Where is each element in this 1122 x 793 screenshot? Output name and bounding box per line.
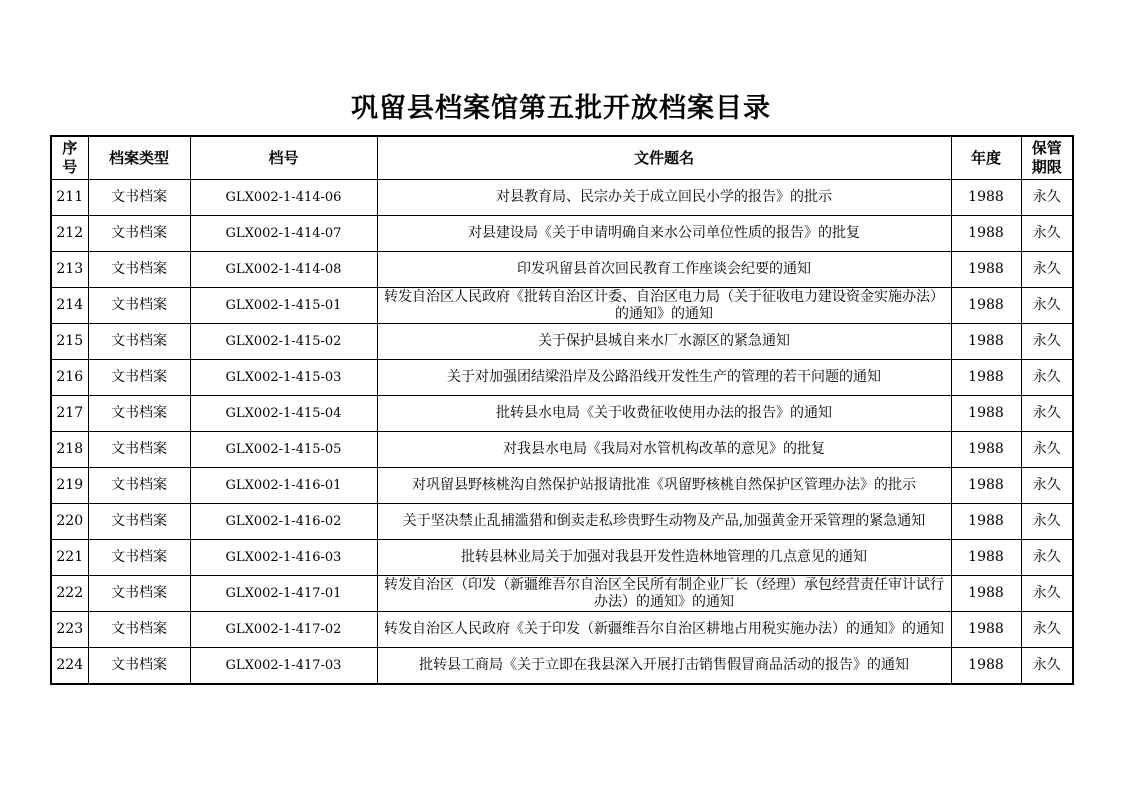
cell-title: 批转县水电局《关于收费征收使用办法的报告》的通知 [377,396,951,432]
header-retention [1021,136,1073,180]
cell-type: 文书档案 [88,540,190,576]
header-year: 年度 [951,136,1021,180]
table-row [51,576,1073,612]
cell-retention: 永久 [1021,468,1073,504]
cell-seq: 216 [51,360,88,396]
cell-seq: 220 [51,504,88,540]
cell-type: 文书档案 [88,648,190,685]
cell-year: 1988 [951,324,1021,360]
cell-title: 转发自治区（印发（新疆维吾尔自治区全民所有制企业厂长（经理）承包经营责任审计试行办法）的通知》的通知 [377,576,951,612]
table-row [51,648,1073,685]
cell-title: 对县教育局、民宗办关于成立回民小学的报告》的批示 [377,180,951,216]
cell-retention: 永久 [1021,396,1073,432]
cell-retention: 永久 [1021,540,1073,576]
table-row [51,396,1073,432]
cell-seq: 219 [51,468,88,504]
cell-title: 批转县林业局关于加强对我县开发性造林地管理的几点意见的通知 [377,540,951,576]
cell-type: 文书档案 [88,216,190,252]
cell-year: 1988 [951,396,1021,432]
cell-seq: 221 [51,540,88,576]
cell-type: 文书档案 [88,288,190,324]
cell-year: 1988 [951,468,1021,504]
cell-retention: 永久 [1021,504,1073,540]
cell-code: GLX002-1-416-01 [190,468,377,504]
cell-type: 文书档案 [88,396,190,432]
cell-seq: 217 [51,396,88,432]
cell-seq: 212 [51,216,88,252]
cell-code: GLX002-1-415-01 [190,288,377,324]
table-row [51,216,1073,252]
header-seq: 序号 [51,136,88,180]
cell-year: 1988 [951,288,1021,324]
cell-year: 1988 [951,504,1021,540]
table-row [51,468,1073,504]
cell-seq: 223 [51,612,88,648]
table-row [51,540,1073,576]
cell-code: GLX002-1-415-02 [190,324,377,360]
header-type: 档案类型 [88,136,190,180]
cell-retention: 永久 [1021,324,1073,360]
cell-type: 文书档案 [88,252,190,288]
cell-type: 文书档案 [88,504,190,540]
cell-retention: 永久 [1021,612,1073,648]
cell-code: GLX002-1-414-08 [190,252,377,288]
cell-retention: 永久 [1021,576,1073,612]
table-row [51,504,1073,540]
cell-title: 转发自治区人民政府《关于印发（新疆维吾尔自治区耕地占用税实施办法）的通知》的通知 [377,612,951,648]
cell-retention: 永久 [1021,252,1073,288]
cell-retention: 永久 [1021,216,1073,252]
cell-year: 1988 [951,540,1021,576]
cell-year: 1988 [951,252,1021,288]
cell-seq: 218 [51,432,88,468]
cell-code: GLX002-1-417-02 [190,612,377,648]
table-row [51,180,1073,216]
cell-code: GLX002-1-414-07 [190,216,377,252]
table-row [51,324,1073,360]
cell-code: GLX002-1-415-05 [190,432,377,468]
cell-seq: 222 [51,576,88,612]
archive-catalog-table [50,135,1074,685]
header-retention-line1: 保管 [1031,139,1062,157]
header-code: 档号 [190,136,377,180]
cell-title: 批转县工商局《关于立即在我县深入开展打击销售假冒商品活动的报告》的通知 [377,648,951,685]
page-title: 巩留县档案馆第五批开放档案目录 [351,93,771,124]
cell-code: GLX002-1-417-01 [190,576,377,612]
cell-code: GLX002-1-415-04 [190,396,377,432]
table-row [51,360,1073,396]
cell-year: 1988 [951,360,1021,396]
cell-retention: 永久 [1021,288,1073,324]
cell-seq: 214 [51,288,88,324]
cell-seq: 215 [51,324,88,360]
cell-seq: 211 [51,180,88,216]
header-retention-line2: 期限 [1031,158,1062,176]
cell-title: 对我县水电局《我局对水管机构改革的意见》的批复 [377,432,951,468]
cell-seq: 224 [51,648,88,685]
table-row [51,252,1073,288]
table-row [51,288,1073,324]
cell-title: 印发巩留县首次回民教育工作座谈会纪要的通知 [377,252,951,288]
cell-retention: 永久 [1021,180,1073,216]
cell-retention: 永久 [1021,432,1073,468]
cell-title: 关于对加强团结梁沿岸及公路沿线开发性生产的管理的若干问题的通知 [377,360,951,396]
cell-type: 文书档案 [88,576,190,612]
cell-type: 文书档案 [88,360,190,396]
cell-year: 1988 [951,576,1021,612]
cell-type: 文书档案 [88,612,190,648]
cell-title: 关于坚决禁止乱捕滥猎和倒卖走私珍贵野生动物及产品,加强黄金开采管理的紧急通知 [377,504,951,540]
cell-title: 对县建设局《关于申请明确自来水公司单位性质的报告》的批复 [377,216,951,252]
cell-title: 转发自治区人民政府《批转自治区计委、自治区电力局（关于征收电力建设资金实施办法）的通知》的通知 [377,288,951,324]
header-doc-title: 文件题名 [377,136,951,180]
cell-type: 文书档案 [88,324,190,360]
cell-code: GLX002-1-416-03 [190,540,377,576]
cell-year: 1988 [951,216,1021,252]
cell-title: 关于保护县城自来水厂水源区的紧急通知 [377,324,951,360]
cell-year: 1988 [951,648,1021,685]
cell-type: 文书档案 [88,468,190,504]
cell-year: 1988 [951,432,1021,468]
cell-title: 对巩留县野核桃沟自然保护站报请批准《巩留野核桃自然保护区管理办法》的批示 [377,468,951,504]
table-row [51,432,1073,468]
table-row [51,612,1073,648]
cell-year: 1988 [951,180,1021,216]
cell-seq: 213 [51,252,88,288]
cell-retention: 永久 [1021,360,1073,396]
table-header-row [51,136,1073,180]
cell-retention: 永久 [1021,648,1073,685]
cell-code: GLX002-1-416-02 [190,504,377,540]
cell-type: 文书档案 [88,180,190,216]
cell-code: GLX002-1-415-03 [190,360,377,396]
cell-type: 文书档案 [88,432,190,468]
cell-year: 1988 [951,612,1021,648]
cell-code: GLX002-1-414-06 [190,180,377,216]
cell-code: GLX002-1-417-03 [190,648,377,685]
